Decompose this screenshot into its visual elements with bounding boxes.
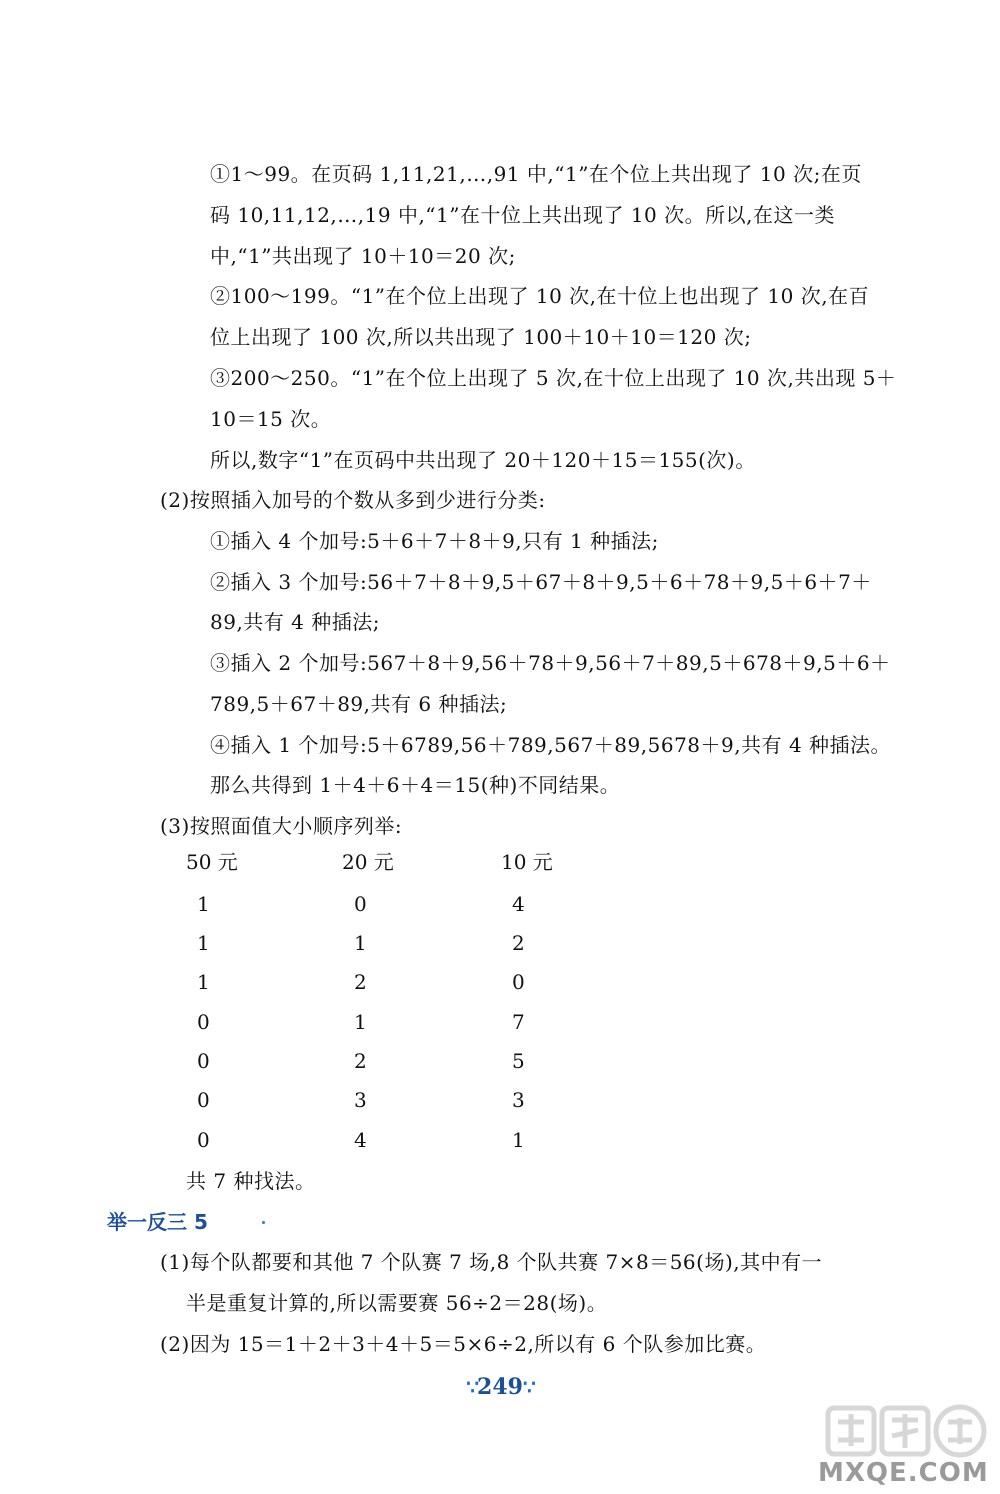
table-header-cell: 50 元	[186, 850, 238, 874]
table-header-row	[186, 848, 606, 878]
dots-left-icon: ∵	[466, 1375, 478, 1399]
table-cell: 3	[354, 1088, 367, 1112]
table-cell: 4	[512, 892, 525, 916]
text-line: 789,5＋67＋89,共有 6 种插法;	[210, 692, 508, 716]
table-cell: 4	[354, 1128, 367, 1152]
table-row	[186, 1086, 606, 1116]
table-cell: 7	[512, 1010, 525, 1034]
table-row	[186, 890, 606, 920]
table-row	[186, 1126, 606, 1156]
text-line: (2)按照插入加号的个数从多到少进行分类:	[160, 488, 546, 512]
table-cell: 0	[197, 1049, 210, 1073]
section-title: 举一反三 5	[107, 1210, 208, 1234]
table-cell: 2	[512, 931, 525, 955]
page-number-footer	[0, 1374, 1000, 1400]
text-line: 位上出现了 100 次,所以共出现了 100＋10＋10＝120 次;	[210, 325, 752, 349]
table-header-cell: 10 元	[501, 850, 553, 874]
table-cell: 1	[354, 931, 367, 955]
text-line: 码 10,11,12,…,19 中,“1”在十位上共出现了 10 次。所以,在这一类	[210, 203, 835, 227]
decorative-dot	[262, 1221, 265, 1224]
table-cell: 3	[512, 1088, 525, 1112]
table-cell: 0	[197, 1128, 210, 1152]
text-line: ④插入 1 个加号:5＋6789,56＋789,567＋89,5678＋9,共有 4 种插法。	[210, 733, 892, 757]
table-row	[186, 968, 606, 998]
table-cell: 0	[354, 892, 367, 916]
text-line: 89,共有 4 种插法;	[210, 610, 380, 634]
table-cell: 1	[512, 1128, 525, 1152]
table-row	[186, 929, 606, 959]
table-row	[186, 1008, 606, 1038]
table-cell: 0	[197, 1010, 210, 1034]
text-line: 半是重复计算的,所以需要赛 56÷2＝28(场)。	[186, 1291, 608, 1315]
table-summary: 共 7 种找法。	[186, 1169, 316, 1193]
dots-right-icon: ∵	[522, 1375, 534, 1399]
table-cell: 5	[512, 1049, 525, 1073]
text-line: 所以,数字“1”在页码中共出现了 20＋120＋15＝155(次)。	[210, 448, 756, 472]
table-cell: 2	[354, 1049, 367, 1073]
text-line: ③插入 2 个加号:567＋8＋9,56＋78＋9,56＋7＋89,5＋678＋9,5＋6＋	[210, 651, 891, 675]
text-line: ②插入 3 个加号:56＋7＋8＋9,5＋67＋8＋9,5＋6＋78＋9,5＋6＋7＋	[210, 570, 872, 594]
page-number: 249	[477, 1374, 523, 1400]
table-header-cell: 20 元	[342, 850, 394, 874]
text-line: (2)因为 15＝1＋2＋3＋4＋5＝5×6÷2,所以有 6 个队参加比赛。	[160, 1332, 767, 1356]
table-cell: 1	[197, 892, 210, 916]
table-cell: 1	[354, 1010, 367, 1034]
table-cell: 2	[354, 970, 367, 994]
table-cell: 1	[197, 931, 210, 955]
text-line: 10＝15 次。	[210, 407, 332, 431]
text-line: (1)每个队都要和其他 7 个队赛 7 场,8 个队共赛 7×8＝56(场),其中有一	[160, 1250, 823, 1274]
text-line: ①插入 4 个加号:5＋6＋7＋8＋9,只有 1 种插法;	[210, 529, 659, 553]
text-line: (3)按照面值大小顺序列举:	[160, 814, 403, 838]
table-cell: 0	[197, 1088, 210, 1112]
text-line: ①1～99。在页码 1,11,21,…,91 中,“1”在个位上共出现了 10 次;在页	[210, 162, 862, 186]
text-line: ②100～199。“1”在个位上出现了 10 次,在十位上也出现了 10 次,在百	[210, 284, 870, 308]
watermark-text: MXQE.COM	[818, 1458, 989, 1488]
text-line: ③200～250。“1”在个位上出现了 5 次,在十位上出现了 10 次,共出现 5＋	[210, 366, 897, 390]
text-line: 中,“1”共出现了 10＋10＝20 次;	[210, 244, 516, 268]
table-row	[186, 1047, 606, 1077]
text-line: 那么共得到 1＋4＋6＋4＝15(种)不同结果。	[210, 773, 621, 797]
table-cell: 1	[197, 970, 210, 994]
table-cell: 0	[512, 970, 525, 994]
